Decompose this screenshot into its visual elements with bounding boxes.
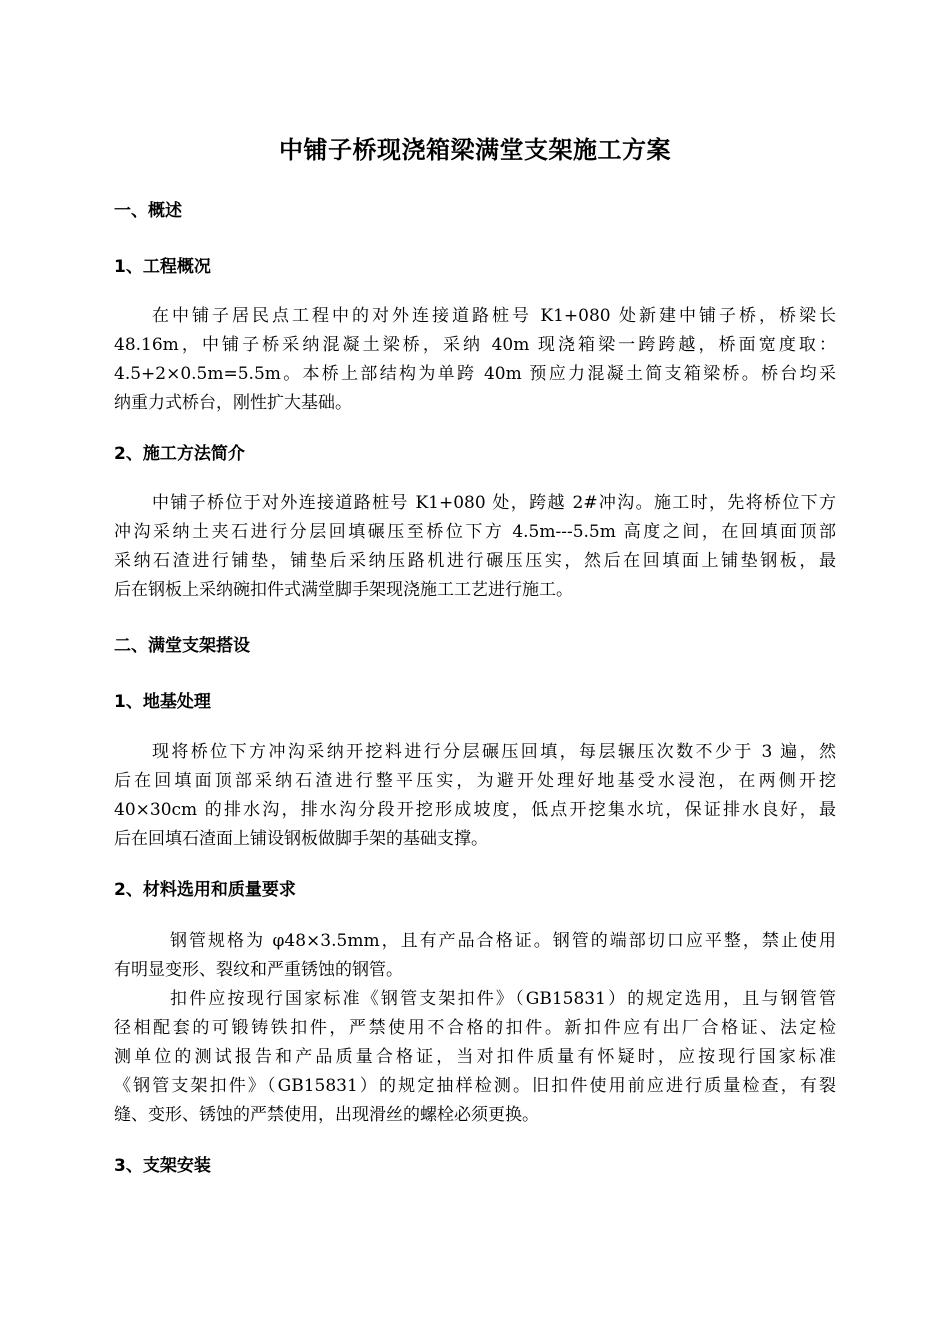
text-line: 径相配套的可锻铸铁扣件，严禁使用不合格的扣件。新扣件应有出厂合格证、法定检: [114, 1018, 836, 1038]
paragraph-foundation: [114, 738, 836, 854]
subsection-heading-installation: 3、支架安装: [114, 1156, 211, 1176]
paragraph-construction-method: [114, 489, 836, 605]
text-line: 48.16m，中铺子桥采纳混凝土梁桥，采纳 40m 现浇箱梁一跨跨越，桥面宽度取：: [114, 335, 836, 355]
subsection-heading-materials: 2、材料选用和质量要求: [114, 880, 296, 900]
text-line: 采纳石渣进行铺垫，铺垫后采纳压路机进行碾压压实，然后在回填面上铺垫钢板，最: [114, 551, 836, 571]
text-line: 4.5+2×0.5m=5.5m。本桥上部结构为单跨 40m 预应力混凝土简支箱梁桥。桥台均采: [114, 364, 836, 384]
text-line: 缝、变形、锈蚀的严禁使用，出现滑丝的螺栓必须更换。: [114, 1105, 539, 1125]
text-line: 后在回填面顶部采纳石渣进行整平压实，为避开处理好地基受水浸泡，在两侧开挖: [114, 771, 836, 791]
subsection-heading-foundation: 1、地基处理: [114, 692, 211, 712]
text-line: 在中铺子居民点工程中的对外连接道路桩号 K1+080 处新建中铺子桥，桥梁长: [152, 306, 836, 326]
text-line: 钢管规格为 φ48×3.5mm，且有产品合格证。钢管的端部切口应平整，禁止使用: [170, 931, 836, 951]
text-line: 冲沟采纳土夹石进行分层回填碾压至桥位下方 4.5m---5.5m 高度之间，在回填面顶部: [114, 522, 836, 542]
subsection-heading-project-overview: 1、工程概况: [114, 257, 211, 277]
text-line: 中铺子桥位于对外连接道路桩号 K1+080 处，跨越 2#冲沟。施工时，先将桥位下方: [152, 493, 836, 513]
text-line: 有明显变形、裂纹和严重锈蚀的钢管。: [114, 960, 403, 980]
text-line: 后在回填石渣面上铺设钢板做脚手架的基础支撑。: [114, 829, 488, 849]
text-line: 现将桥位下方冲沟采纳开挖料进行分层碾压回填，每层辗压次数不少于 3 遍，然: [152, 742, 836, 762]
text-line: 后在钢板上采纳碗扣件式满堂脚手架现浇施工工艺进行施工。: [114, 580, 573, 600]
paragraph-materials-pipe: [114, 927, 836, 985]
section-heading-overview: 一、概述: [114, 201, 182, 221]
document-title: 中铺子桥现浇箱梁满堂支架施工方案: [279, 136, 671, 164]
section-heading-scaffold: 二、满堂支架搭设: [114, 636, 250, 656]
subsection-heading-construction-method: 2、施工方法简介: [114, 444, 245, 464]
text-line: 扣件应按现行国家标准《钢管支架扣件》（GB15831）的规定选用，且与钢管管: [170, 989, 836, 1009]
text-line: 纳重力式桥台，刚性扩大基础。: [114, 393, 352, 413]
text-line: 测单位的测试报告和产品质量合格证，当对扣件质量有怀疑时，应按现行国家标准: [114, 1047, 836, 1067]
paragraph-materials-fastener: [114, 985, 836, 1130]
text-line: 40×30cm 的排水沟，排水沟分段开挖形成坡度，低点开挖集水坑，保证排水良好，最: [114, 800, 836, 820]
text-line: 《钢管支架扣件》（GB15831）的规定抽样检测。旧扣件使用前应进行质量检查，有裂: [114, 1076, 836, 1096]
paragraph-project-overview: [114, 302, 836, 418]
